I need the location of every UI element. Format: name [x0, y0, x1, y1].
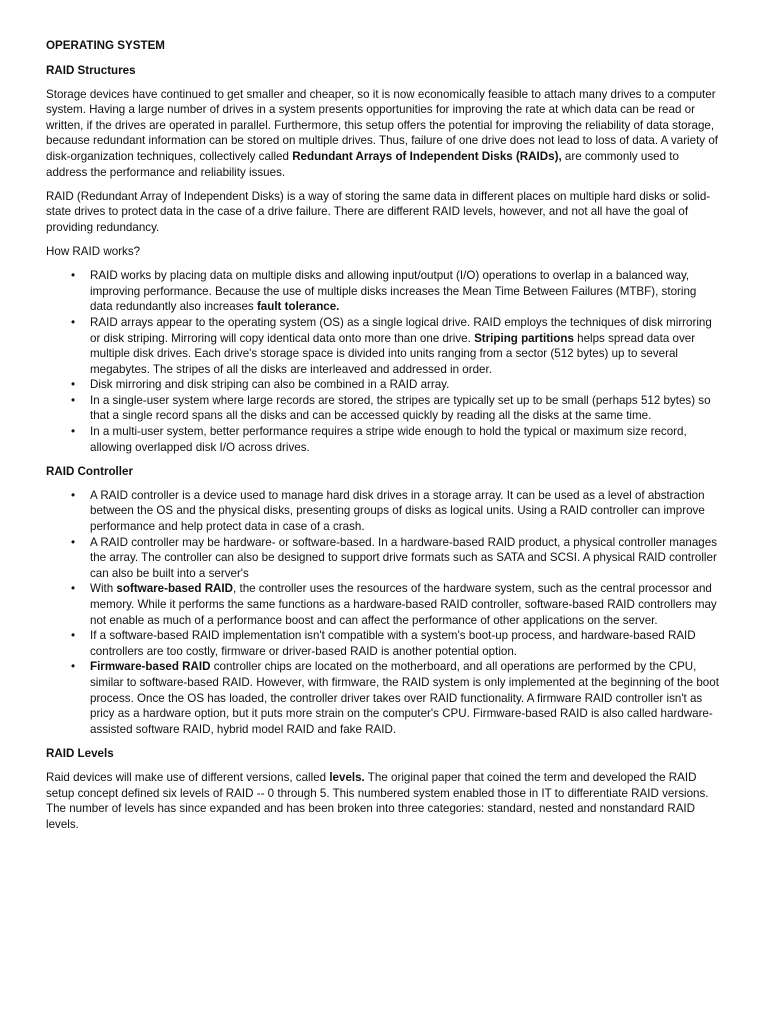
bullet-icon: • [70, 425, 76, 439]
list-item [46, 268, 722, 315]
text-run: If a software-based RAID implementation isn't compatible with a system's boot-up process, and hardware-based RAID controllers are too costly, firmware or driver-based RAID is another potential option. [90, 629, 696, 658]
text-run: helps spread data over multiple disk drives. Each drive's storage space is divided into units ranging from a sector (512 bytes) up to several megabytes. The stripes of all the disks are interleaved and addressed in order. [90, 331, 696, 376]
section-heading-raid-structures: RAID Structures [46, 63, 136, 77]
bullet-icon: • [70, 378, 76, 392]
list-item [46, 393, 722, 424]
list-item [46, 377, 722, 393]
list-item [46, 315, 722, 377]
text-run: With [90, 582, 117, 596]
bold-term: Firmware-based RAID [90, 660, 211, 674]
text-run: A RAID controller may be hardware- or software-based. In a hardware-based RAID product, a physical controller manages the array. The controller can also be designed to support drive formats such as SATA and SCSI. A physical RAID controller can also be built into a server's [90, 535, 718, 580]
bold-term-raids: Redundant Arrays of Independent Disks (RAIDs), [292, 150, 562, 164]
bold-term: software-based RAID [116, 582, 234, 596]
list-item [46, 659, 722, 737]
text-run: In a single-user system where large records are stored, the stripes are typically set up to be small (perhaps 512 bytes) so that a single record spans all the disks and can be accessed quickly by reading all the disks at the same time. [90, 393, 711, 423]
bold-term: Striping partitions [474, 331, 574, 345]
text-run: Raid devices will make use of different versions, called [46, 770, 330, 784]
text-run: Storage devices have continued to get smaller and cheaper, so it is now economically feasible to attach many drives to a computer system. Having a large number of drives in a system presents opportunities for improving the rate at which data can be read or written, if the drives are operated in parallel. Furthermore, this setup offers the potential for improving the reliability of data storage, because redundant information can be stored on multiple drives. Thus, failure of one drive does not lead to loss of data. A variety of disk-organization techniques, collectively called [46, 87, 718, 164]
bullet-icon: • [70, 582, 76, 596]
paragraph-how-raid-works: How RAID works? [46, 245, 141, 259]
bold-term-levels: levels. [329, 770, 365, 784]
text-run: are commonly used to address the performance and reliability issues. [46, 150, 679, 179]
text-run: RAID works by placing data on multiple disks and allowing input/output (I/O) operations to overlap in a balanced way, improving performance. Because the use of multiple disks increases the Mean Time Between Failures (MTBF), storing data redundantly also increases [90, 269, 697, 314]
bullet-icon: • [70, 269, 76, 283]
text-run: The original paper that coined the term and developed the RAID setup concept defined six levels of RAID -- 0 through 5. This numbered system enabled those in IT to differentiate RAID versions. The number of levels has since expanded and has been broken into three categories: standard, nested and nonstandard RAID levels. [46, 770, 709, 831]
bullet-icon: • [70, 535, 76, 549]
paragraph-raid-levels [46, 770, 722, 832]
bullet-icon: • [70, 393, 76, 407]
list-how-raid-works [46, 268, 722, 455]
bullet-icon: • [70, 488, 76, 502]
text-run: Disk mirroring and disk striping can also be combined in a RAID array. [90, 378, 450, 392]
section-heading-raid-controller: RAID Controller [46, 464, 133, 478]
paragraph-raid-definition: RAID (Redundant Array of Independent Disks) is a way of storing the same data in different places on multiple hard disks or solid-state drives to protect data in the case of a drive failure. There are different RAID levels, however, and not all have the goal of providing redundancy. [46, 189, 711, 234]
list-item [46, 535, 722, 582]
text-run: RAID arrays appear to the operating system (OS) as a single logical drive. RAID employs the techniques of disk mirroring or disk striping. Mirroring will copy identical data onto more than one drive. [90, 315, 712, 345]
text-run: In a multi-user system, better performance requires a stripe wide enough to hold the typical or maximum size record, allowing overlapped disk I/O across drives. [90, 425, 687, 454]
list-item [46, 488, 722, 535]
text-run: A RAID controller is a device used to manage hard disk drives in a storage array. It can be used as a level of abstraction between the OS and the physical disks, presenting groups of disks as logical units. Using a RAID controller can improve performance and help protect data in case of a crash. [90, 488, 705, 534]
list-item [46, 424, 722, 455]
bullet-icon: • [70, 660, 76, 674]
bold-term: fault tolerance. [256, 300, 340, 314]
document-title: OPERATING SYSTEM [46, 39, 165, 52]
section-heading-raid-levels: RAID Levels [46, 746, 114, 760]
text-run: , the controller uses the resources of the hardware system, such as the central processor and memory. While it performs the same functions as a hardware-based RAID controller, software-based RAID controllers may not enable as much of a performance boost and can affect the performance of other applications on the server. [90, 582, 717, 627]
paragraph-raid-intro [46, 87, 722, 181]
bullet-icon: • [70, 629, 76, 643]
list-item [46, 581, 722, 628]
bullet-icon: • [70, 315, 76, 329]
text-run: controller chips are located on the motherboard, and all operations are performed by the CPU, similar to software-based RAID. However, with firmware, the RAID system is only implemented at the beginning of the boot process. Once the OS has loaded, the controller driver takes over RAID functionality. A firmware RAID controller isn't as pricy as a hardware option, but it puts more strain on the computer's CPU. Firmware-based RAID is also called hardware-assisted software RAID, hybrid model RAID and fake RAID. [90, 660, 719, 736]
list-raid-controller [46, 488, 722, 738]
list-item [46, 628, 722, 659]
